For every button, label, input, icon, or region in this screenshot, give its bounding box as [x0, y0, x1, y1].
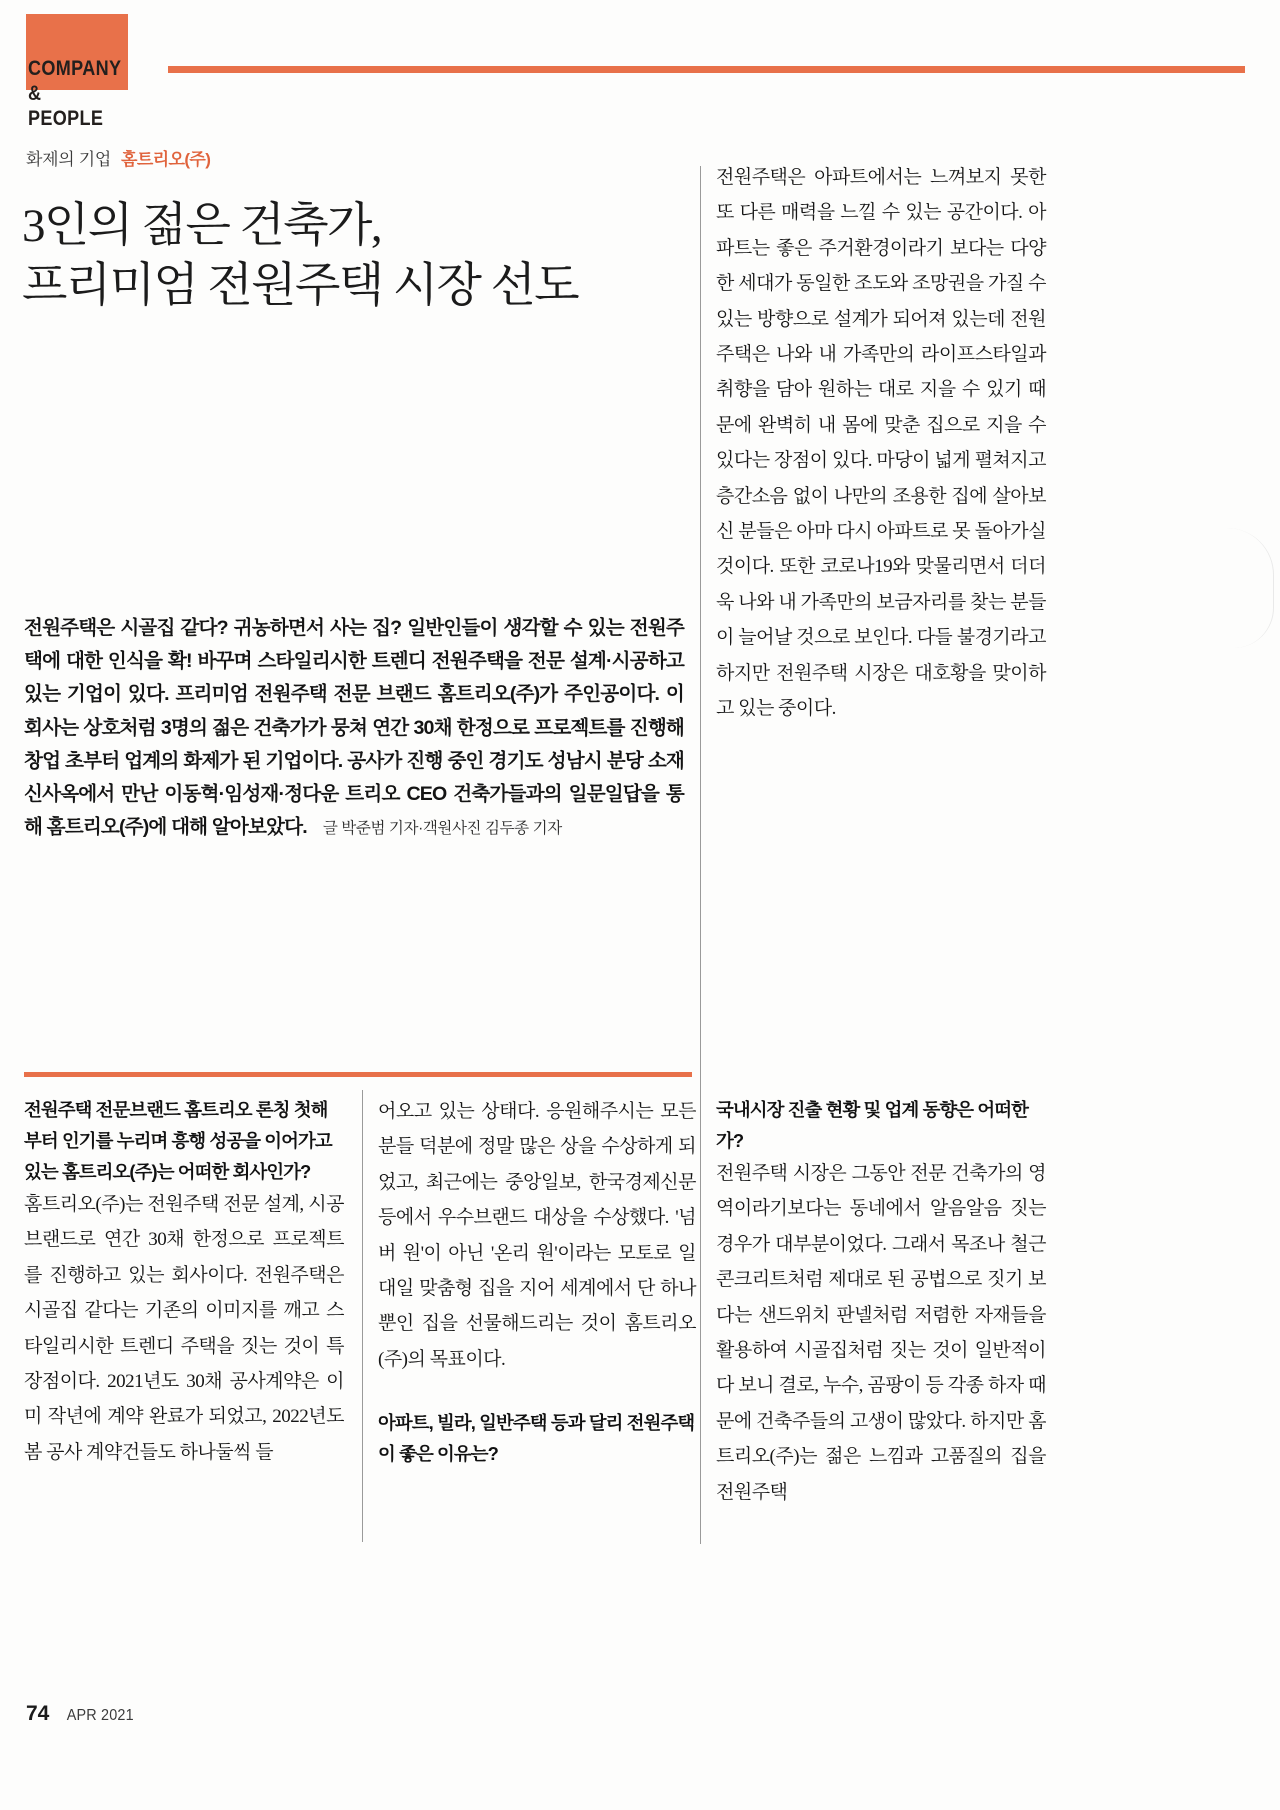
- lead-paragraph: [24, 612, 684, 845]
- column-qa-3: [716, 1094, 1046, 1510]
- column-qa-1: [24, 1094, 344, 1470]
- qa-answer-1-continued: 어오고 있는 상태다. 응원해주시는 모든 분들 덕분에 정말 많은 상을 수상하게 되었고, 최근에는 중앙일보, 한국경제신문 등에서 우수브랜드 대상을 수상했다. '넘버 원'이 아닌 '온리 원'이라는 모토로 일대일 맞춤형 집을 지어 세계에서 단 하나뿐인 집을 선물해드리는 것이 홈트리오(주)의 목표이다.: [378, 1101, 696, 1370]
- headline-line-1: 3인의 젊은 건축가,: [22, 200, 381, 252]
- column-qa-2: [378, 1094, 696, 1469]
- kicker: [26, 148, 210, 172]
- qa-answer-3: 전원주택 시장은 그동안 전문 건축가의 영역이라기보다는 동네에서 알음알음 짓는 경우가 대부분이었다. 그래서 목조나 철근콘크리트처럼 제대로 된 공법으로 짓기 보다는 샌드위치 판넬처럼 저렴한 자재들을 활용하여 시골집처럼 짓는 것이 일반적이다 보니 결로, 누수, 곰팡이 등 각종 하자 때문에 건축주들의 고생이 많았다. 하지만 홈트리오(주)는 젊은 느낌과 고품질의 집을 전원주택: [716, 1163, 1046, 1503]
- qa-question-1: 전원주택 전문브랜드 홈트리오 론칭 첫해부터 인기를 누리며 흥행 성공을 이어가고 있는 홈트리오(주)는 어떠한 회사인가?: [24, 1099, 332, 1182]
- section-tag-line-ampersand: &: [28, 82, 42, 105]
- issue-date: APR 2021: [67, 1707, 135, 1724]
- column-rule-qa: [362, 1090, 363, 1542]
- qa-divider: [24, 1072, 692, 1077]
- page-number: 74: [26, 1702, 50, 1725]
- kicker-label: 화제의 기업: [26, 150, 112, 169]
- header-rule: [168, 66, 1245, 73]
- column-rule-main: [700, 166, 701, 1544]
- footer: [26, 1702, 138, 1726]
- section-tag-words: [28, 56, 121, 131]
- scan-artifact: [1227, 528, 1274, 648]
- section-tag-line-company: COMPANY: [28, 57, 122, 80]
- lead-text: 전원주택은 시골집 같다? 귀농하면서 사는 집? 일반인들이 생각할 수 있는 전원주택에 대한 인식을 확! 바꾸며 스타일리시한 트렌디 전원주택을 전문 설계·시공하고 있는 기업이 있다. 프리미엄 전원주택 전문 브랜드 홈트리오(주)가 주인공이다. 이 회사는 상호처럼 3명의 젊은 건축가가 뭉쳐 연간 30채 한정으로 프로젝트를 진행해 창업 초부터 업계의 화제가 된 기업이다. 공사가 진행 중인 경기도 성남시 분당 소재 신사옥에서 만난 이동혁·임성재·정다운 트리오 CEO 건축가들과의 일문일답을 통해 홈트리오(주)에 대해 알아보았다.: [24, 617, 684, 839]
- qa-question-2: 아파트, 빌라, 일반주택 등과 달리 전원주택이 좋은 이유는?: [378, 1412, 695, 1465]
- column-right-top: [716, 160, 1046, 727]
- qa-answer-1: 홈트리오(주)는 전원주택 전문 설계, 시공 브랜드로 연간 30채 한정으로 프로젝트를 진행하고 있는 회사이다. 전원주택은 시골집 같다는 기존의 이미지를 깨고 스타일리시한 트렌디 주택을 짓는 것이 특장점이다. 2021년도 30채 공사계약은 이미 작년에 계약 완료가 되었고, 2022년도 봄 공사 계약건들도 하나둘씩 들: [24, 1194, 344, 1463]
- byline: 글 박준범 기자·객원사진 김두종 기자: [322, 820, 562, 838]
- qa-question-3: 국내시장 진출 현황 및 업계 동향은 어떠한가?: [716, 1099, 1028, 1151]
- headline-line-2: 프리미엄 전원주택 시장 선도: [22, 260, 579, 312]
- section-tag-line-people: PEOPLE: [28, 107, 104, 130]
- kicker-brand: 홈트리오(주): [121, 150, 211, 169]
- right-top-paragraph: 전원주택은 아파트에서는 느껴보지 못한 또 다른 매력을 느낄 수 있는 공간이다. 아파트는 좋은 주거환경이라기 보다는 다양한 세대가 동일한 조도와 조망권을 가질 수 있는 방향으로 설계가 되어져 있는데 전원주택은 나와 내 가족만의 라이프스타일과 취향을 담아 원하는 대로 지을 수 있기 때문에 완벽히 내 몸에 맞춘 집으로 지을 수 있다는 장점이 있다. 마당이 넓게 펼쳐지고 층간소음 없이 나만의 조용한 집에 살아보신 분들은 아마 다시 아파트로 못 돌아가실 것이다. 또한 코로나19와 맞물리면서 더더욱 나와 내 가족만의 보금자리를 찾는 분들이 늘어날 것으로 보인다. 다들 불경기라고 하지만 전원주택 시장은 대호황을 맞이하고 있는 중이다.: [716, 167, 1046, 720]
- page-title: [22, 196, 672, 316]
